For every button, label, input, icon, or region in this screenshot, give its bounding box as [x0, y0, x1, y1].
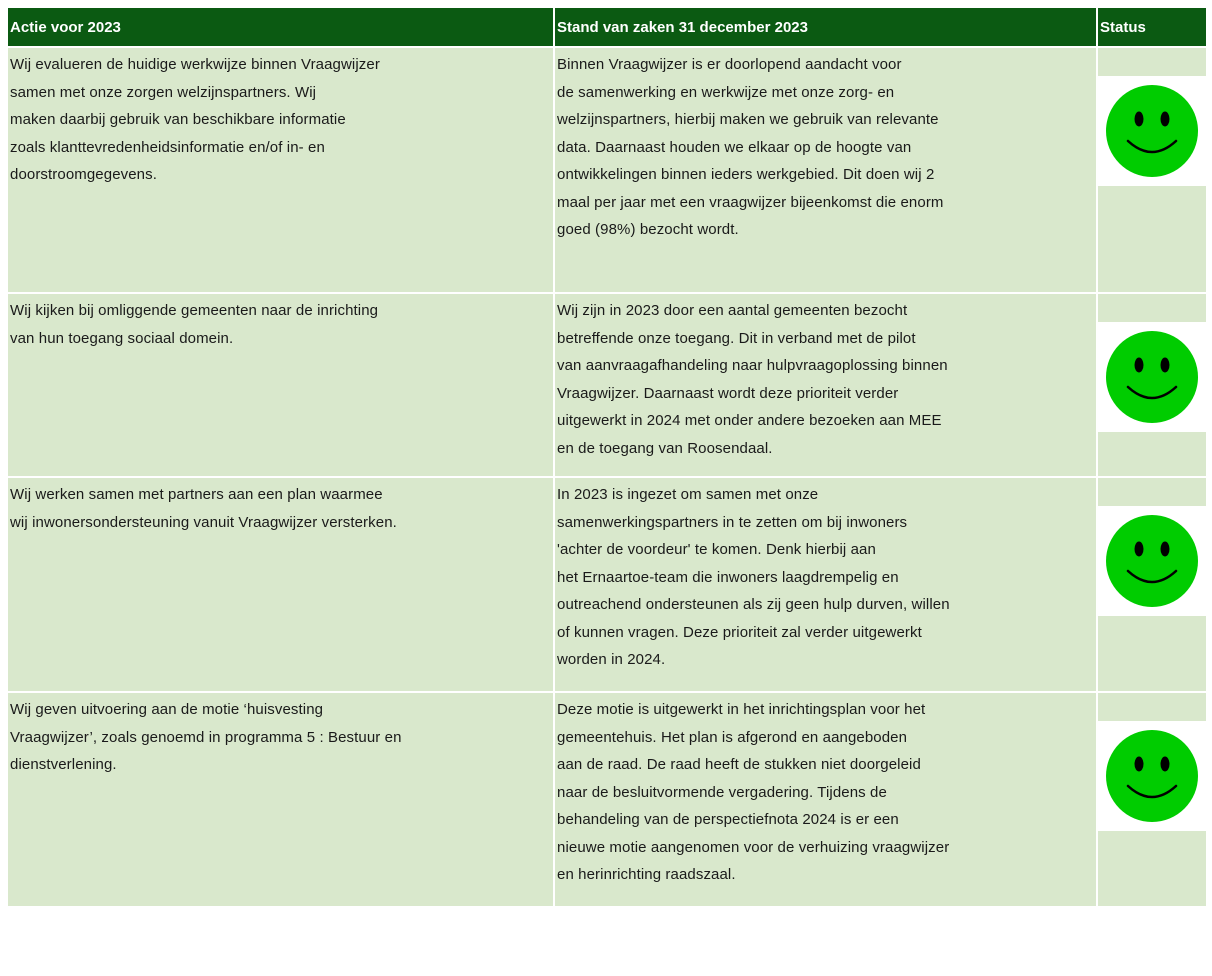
- header-actie: Actie voor 2023: [8, 8, 553, 46]
- actie-text-line: maken daarbij gebruik van beschikbare informatie: [10, 111, 346, 128]
- header-stand: Stand van zaken 31 december 2023: [555, 8, 1096, 46]
- status-indicator: [1098, 506, 1206, 616]
- table-row: [8, 693, 1206, 906]
- actie-text-line: Wij geven uitvoering aan de motie ‘huisvesting: [10, 701, 324, 718]
- status-indicator: [1098, 721, 1206, 831]
- actie-text-line: doorstroomgegevens.: [10, 166, 157, 183]
- stand-text-line: de samenwerking en werkwijze met onze zorg- en: [557, 83, 895, 101]
- actie-text-line: van hun toegang sociaal domein.: [10, 329, 234, 347]
- status-cell: [1098, 294, 1206, 476]
- actie-cell: [8, 693, 553, 906]
- stand-text-line: van aanvraagafhandeling naar hulpvraagoplossing binnen: [557, 357, 948, 374]
- actie-cell: [8, 294, 553, 476]
- header-status: Status: [1098, 8, 1206, 46]
- stand-text-line: en de toegang van Roosendaal.: [557, 439, 773, 457]
- stand-text-line: uitgewerkt in 2024 met onder andere bezoeken aan MEE: [557, 412, 942, 429]
- actie-cell: [8, 478, 553, 691]
- status-cell: [1098, 693, 1206, 906]
- status-table: [6, 6, 1208, 908]
- stand-text-line: worden in 2024.: [557, 651, 666, 668]
- stand-text-line: naar de besluitvormende vergadering. Tijdens de: [557, 783, 887, 801]
- stand-text-line: aan de raad. De raad heeft de stukken niet doorgeleid: [557, 756, 921, 773]
- status-cell: [1098, 478, 1206, 691]
- stand-text-line: ontwikkelingen binnen ieders werkgebied. Dit doen wij 2: [557, 166, 935, 183]
- stand-text-line: betreffende onze toegang. Dit in verband met de pilot: [557, 329, 916, 347]
- status-indicator: [1098, 322, 1206, 432]
- table-row: [8, 48, 1206, 292]
- stand-text-line: behandeling van de perspectiefnota 2024 is er een: [557, 811, 899, 828]
- actie-text-line: zoals klanttevredenheidsinformatie en/of in- en: [10, 138, 325, 156]
- stand-text-line: nieuwe motie aangenomen voor de verhuizing vraagwijzer: [557, 838, 950, 856]
- stand-text-line: gemeentehuis. Het plan is afgerond en aangeboden: [557, 728, 908, 746]
- header-row: [8, 8, 1206, 46]
- green-smiley-icon: [1104, 728, 1200, 824]
- stand-text-line: goed (98%) bezocht wordt.: [557, 221, 739, 238]
- actie-text-line: Wij kijken bij omliggende gemeenten naar de inrichting: [10, 302, 379, 319]
- stand-text-line: en herinrichting raadszaal.: [557, 866, 736, 883]
- green-smiley-icon: [1104, 513, 1200, 609]
- table-row: [8, 478, 1206, 691]
- stand-text-line: Vraagwijzer. Daarnaast wordt deze prioriteit verder: [557, 384, 899, 402]
- stand-text-line: outreachend ondersteunen als zij geen hulp durven, willen: [557, 596, 950, 613]
- actie-text-line: Wij evalueren de huidige werkwijze binnen Vraagwijzer: [10, 56, 380, 73]
- status-cell: [1098, 48, 1206, 292]
- stand-text-line: 'achter de voordeur' te komen. Denk hierbij aan: [557, 541, 876, 558]
- status-indicator: [1098, 76, 1206, 186]
- stand-text-line: samenwerkingspartners in te zetten om bij inwoners: [557, 513, 908, 531]
- stand-text-line: maal per jaar met een vraagwijzer bijeenkomst die enorm: [557, 193, 944, 211]
- stand-text-line: In 2023 is ingezet om samen met onze: [557, 486, 819, 503]
- stand-text-line: data. Daarnaast houden we elkaar op de hoogte van: [557, 138, 912, 156]
- actie-text-line: Vraagwijzer’, zoals genoemd in programma 5 : Bestuur en: [10, 728, 402, 746]
- actie-text-line: dienstverlening.: [10, 756, 117, 773]
- green-smiley-icon: [1104, 83, 1200, 179]
- table-row: [8, 294, 1206, 476]
- stand-text-line: Wij zijn in 2023 door een aantal gemeenten bezocht: [557, 302, 908, 319]
- green-smiley-icon: [1104, 329, 1200, 425]
- actie-text-line: wij inwonersondersteuning vanuit Vraagwijzer versterken.: [10, 513, 397, 531]
- stand-text-line: welzijnspartners, hierbij maken we gebruik van relevante: [557, 111, 939, 128]
- stand-cell: [555, 294, 1096, 476]
- stand-text-line: Binnen Vraagwijzer is er doorlopend aandacht voor: [557, 56, 902, 73]
- stand-text-line: het Ernaartoe-team die inwoners laagdrempelig en: [557, 568, 899, 586]
- actie-text-line: samen met onze zorgen welzijnspartners. Wij: [10, 83, 317, 101]
- actie-text-line: Wij werken samen met partners aan een plan waarmee: [10, 486, 383, 503]
- stand-cell: [555, 693, 1096, 906]
- stand-text-line: Deze motie is uitgewerkt in het inrichtingsplan voor het: [557, 701, 926, 718]
- actie-cell: [8, 48, 553, 292]
- stand-text-line: of kunnen vragen. Deze prioriteit zal verder uitgewerkt: [557, 623, 922, 641]
- stand-cell: [555, 48, 1096, 292]
- stand-cell: [555, 478, 1096, 691]
